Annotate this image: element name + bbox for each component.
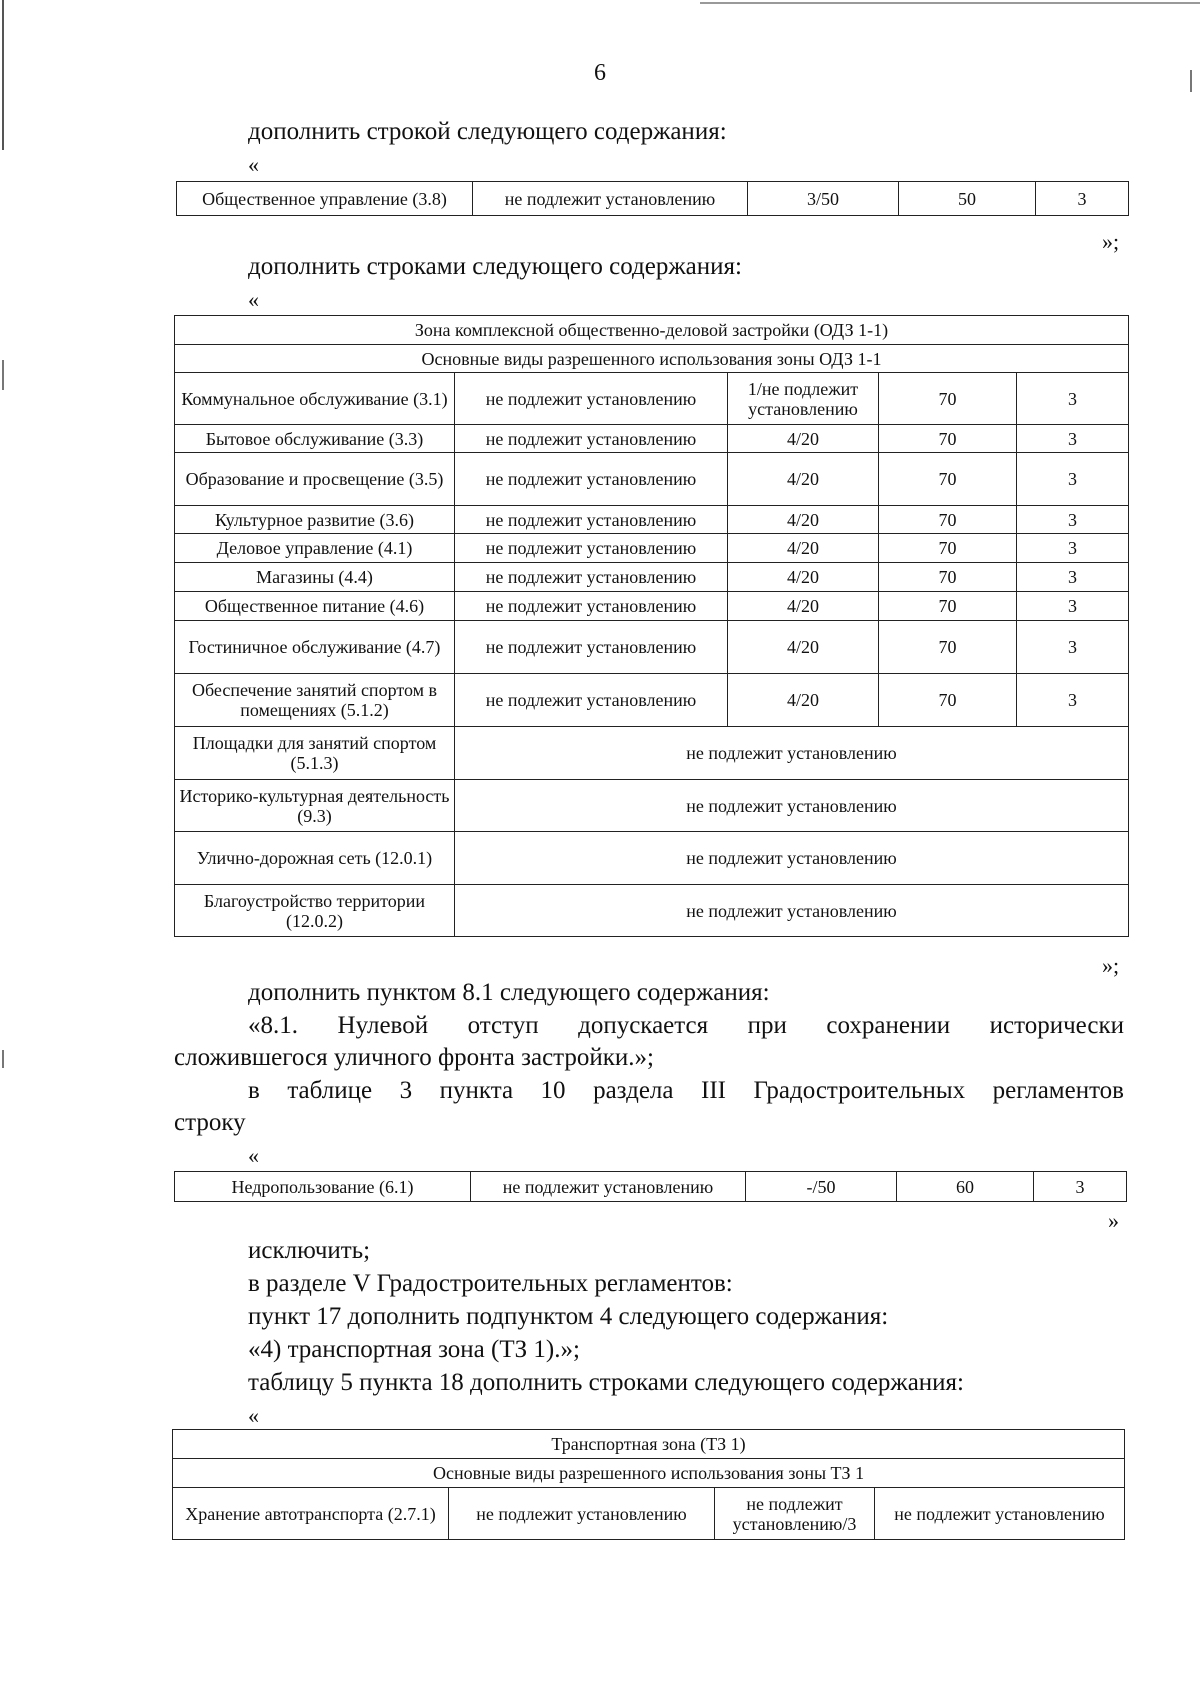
table-cell: 70 xyxy=(879,425,1017,453)
table-row xyxy=(175,832,1129,885)
paragraph: пункт 17 дополнить подпунктом 4 следующего содержания: xyxy=(248,1303,889,1330)
table-cell: Общественное питание (4.6) xyxy=(175,592,455,621)
table-cell: 4/20 xyxy=(728,534,879,563)
zone-title: Транспортная зона (ТЗ 1) xyxy=(173,1430,1125,1459)
table-cell: 3 xyxy=(1017,373,1129,425)
table-cell: Коммунальное обслуживание (3.1) xyxy=(175,373,455,425)
table-title-row xyxy=(173,1430,1125,1459)
paragraph-line: «8.1. Нулевой отступ допускается при сохранении исторически xyxy=(248,1012,1124,1039)
open-quote: « xyxy=(248,1143,259,1168)
table-cell: Улично-дорожная сеть (12.0.1) xyxy=(175,832,455,885)
table-cell: 70 xyxy=(879,534,1017,563)
table-cell: Хранение автотранспорта (2.7.1) xyxy=(173,1488,449,1540)
table-cell: 70 xyxy=(879,592,1017,621)
zone-title: Зона комплексной общественно-деловой застройки (ОДЗ 1-1) xyxy=(175,316,1129,345)
paragraph: в разделе V Градостроительных регламентов: xyxy=(248,1270,733,1297)
table-row xyxy=(175,534,1129,563)
table-row xyxy=(175,373,1129,425)
table-cell: 4/20 xyxy=(728,563,879,592)
table-cell: не подлежит установлению xyxy=(455,373,728,425)
table-cell: Общественное управление (3.8) xyxy=(177,182,473,216)
zone-subtitle: Основные виды разрешенного использования зоны ТЗ 1 xyxy=(173,1459,1125,1488)
table-row xyxy=(175,621,1129,674)
paragraph: дополнить строкой следующего содержания: xyxy=(248,118,727,145)
table-cell: Культурное развитие (3.6) xyxy=(175,506,455,534)
table-cell: -/50 xyxy=(746,1172,897,1202)
table-cell-merged: не подлежит установлению xyxy=(455,727,1129,780)
table-zone-odz xyxy=(174,315,1129,937)
table-row xyxy=(175,1172,1127,1202)
open-quote: « xyxy=(248,287,259,312)
table-cell: не подлежит установлению xyxy=(455,506,728,534)
table-cell: не подлежит установлению xyxy=(473,182,748,216)
table-cell: Недропользование (6.1) xyxy=(175,1172,471,1202)
table-row xyxy=(175,563,1129,592)
table-cell: не подлежит установлению xyxy=(455,534,728,563)
zone-subtitle: Основные виды разрешенного использования зоны ОДЗ 1-1 xyxy=(175,345,1129,373)
table-subtitle-row xyxy=(175,345,1129,373)
table-cell: Площадки для занятий спортом (5.1.3) xyxy=(175,727,455,780)
scan-edge-top xyxy=(700,2,1200,4)
table-cell: не подлежит установлению xyxy=(455,425,728,453)
table-cell: не подлежит установлению xyxy=(455,592,728,621)
table-public-administration xyxy=(176,181,1129,216)
table-row xyxy=(175,592,1129,621)
table-cell: не подлежит установлению xyxy=(449,1488,715,1540)
table-cell: 70 xyxy=(879,563,1017,592)
table-cell: 4/20 xyxy=(728,621,879,674)
table-cell: Деловое управление (4.1) xyxy=(175,534,455,563)
table-cell: 70 xyxy=(879,453,1017,506)
table-cell: 3 xyxy=(1017,621,1129,674)
table-cell: Благоустройство территории (12.0.2) xyxy=(175,885,455,937)
table-cell-merged: не подлежит установлению xyxy=(455,780,1129,832)
table-cell: 3 xyxy=(1034,1172,1127,1202)
table-row xyxy=(175,453,1129,506)
table-row xyxy=(175,506,1129,534)
table-row xyxy=(175,674,1129,727)
table-cell: Гостиничное обслуживание (4.7) xyxy=(175,621,455,674)
paragraph-line: строку xyxy=(174,1109,246,1136)
table-zone-tz xyxy=(172,1429,1125,1540)
table-cell: Обеспечение занятий спортом в помещениях (5.1.2) xyxy=(175,674,455,727)
paragraph-line: в таблице 3 пункта 10 раздела III Градостроительных регламентов xyxy=(248,1077,1124,1104)
table-cell: Бытовое обслуживание (3.3) xyxy=(175,425,455,453)
table-cell: не подлежит установлению xyxy=(455,621,728,674)
table-cell: Историко-культурная деятельность (9.3) xyxy=(175,780,455,832)
table-cell: 3 xyxy=(1017,592,1129,621)
table-cell: Образование и просвещение (3.5) xyxy=(175,453,455,506)
paragraph: дополнить пунктом 8.1 следующего содержания: xyxy=(248,979,770,1006)
table-row xyxy=(175,727,1129,780)
open-quote: « xyxy=(248,152,259,177)
table-row xyxy=(175,885,1129,937)
table-cell: 70 xyxy=(879,674,1017,727)
table-cell: не подлежит установлению xyxy=(875,1488,1125,1540)
table-cell: 4/20 xyxy=(728,592,879,621)
table-cell: 3 xyxy=(1017,453,1129,506)
table-cell: не подлежит установлению xyxy=(455,453,728,506)
paragraph: «4) транспортная зона (ТЗ 1).»; xyxy=(248,1336,580,1363)
paragraph: дополнить строками следующего содержания: xyxy=(248,253,742,280)
table-cell: не подлежит установлению/3 xyxy=(715,1488,875,1540)
table-cell: 4/20 xyxy=(728,453,879,506)
table-cell: 4/20 xyxy=(728,425,879,453)
close-quote: »; xyxy=(1102,953,1120,978)
table-cell: 3 xyxy=(1017,674,1129,727)
table-cell: 3 xyxy=(1036,182,1129,216)
scan-mark xyxy=(2,1050,4,1068)
table-cell: 70 xyxy=(879,506,1017,534)
table-cell-merged: не подлежит установлению xyxy=(455,832,1129,885)
table-cell: 70 xyxy=(879,621,1017,674)
table-cell: 3/50 xyxy=(748,182,899,216)
table-cell: 50 xyxy=(899,182,1036,216)
table-subtitle-row xyxy=(173,1459,1125,1488)
table-cell: 4/20 xyxy=(728,674,879,727)
paragraph-line: сложившегося уличного фронта застройки.»; xyxy=(174,1044,654,1071)
paragraph: исключить; xyxy=(248,1237,371,1264)
table-cell-merged: не подлежит установлению xyxy=(455,885,1129,937)
table-cell: не подлежит установлению xyxy=(455,674,728,727)
table-cell: 3 xyxy=(1017,563,1129,592)
table-title-row xyxy=(175,316,1129,345)
table-cell: 1/не подлежит установлению xyxy=(728,373,879,425)
table-cell: 3 xyxy=(1017,534,1129,563)
table-cell: 3 xyxy=(1017,506,1129,534)
table-cell: Магазины (4.4) xyxy=(175,563,455,592)
table-cell: не подлежит установлению xyxy=(471,1172,746,1202)
open-quote: « xyxy=(248,1403,259,1428)
paragraph: таблицу 5 пункта 18 дополнить строками следующего содержания: xyxy=(248,1369,965,1396)
close-quote: » xyxy=(1108,1208,1119,1233)
table-row xyxy=(175,780,1129,832)
table-row xyxy=(173,1488,1125,1540)
table-subsoil-use xyxy=(174,1171,1127,1202)
table-cell: не подлежит установлению xyxy=(455,563,728,592)
table-cell: 70 xyxy=(879,373,1017,425)
table-cell: 60 xyxy=(897,1172,1034,1202)
close-quote: »; xyxy=(1102,229,1120,254)
table-cell: 4/20 xyxy=(728,506,879,534)
table-row xyxy=(175,425,1129,453)
page-number: 6 xyxy=(594,60,606,86)
scan-mark xyxy=(2,360,4,390)
table-cell: 3 xyxy=(1017,425,1129,453)
table-row xyxy=(177,182,1129,216)
